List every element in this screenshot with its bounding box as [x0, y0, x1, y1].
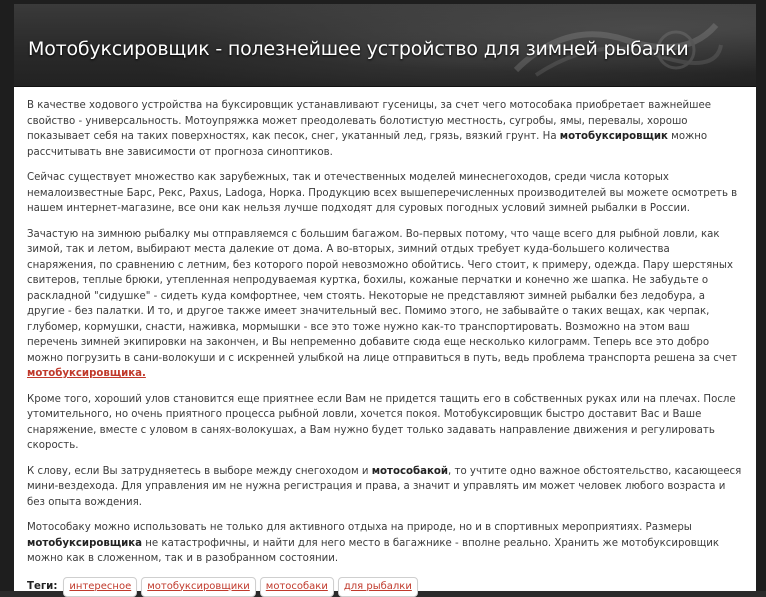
- paragraph-6-bold: мотобуксировщика: [27, 537, 143, 549]
- article-body: [14, 87, 756, 591]
- paragraph-3: [27, 227, 742, 382]
- paragraph-5-text-b: , то учтите одно важное обстоятельство, касающееся мини-вездехода. Для управления им не нужна регистрация и права, а значит и управлять им может человек любого возраста и без опыта вождения.: [27, 465, 742, 508]
- paragraph-1: [27, 98, 742, 160]
- tags-label: Теги:: [27, 580, 58, 592]
- article-header: [14, 4, 756, 87]
- paragraph-5-bold: мотособакой: [371, 465, 449, 477]
- paragraph-5: [27, 464, 742, 511]
- paragraph-4: Кроме того, хороший улов становится еще приятнее если Вам не придется тащить его в собственных руках или на плечах. После утомительного, но очень приятного процесса рыбной ловли, хочется покоя. Мотобуксировщик быстро доставит Вас и Ваше снаряжение, вместе с уловом в санях-волокушах, а Вам нужно будет только задавать направление движения и регулировать скорость.: [27, 393, 736, 451]
- tags-row: [27, 577, 742, 597]
- paragraph-6-text-b: не катастрофичны, и найти для него место в багажнике - вполне реально. Хранить же мотобуксировщик можно как в сложенном, так и в разобранном состоянии.: [27, 537, 720, 564]
- paragraph-1-text-a: В качестве ходового устройства на буксировщик устанавливают гусеницы, за счет чего мотособака приобретает важнейшее свойство - универсальность. Мотоупряжка может преодолевать болотистую местность, сугробы, ямы, перевалы, хорошо показывает себя на таких поверхностях, как песок, снег, укатанный лед, грязь, вязкий грунт. На: [27, 100, 712, 142]
- motobuksirovshchik-link[interactable]: мотобуксировщика.: [27, 368, 146, 379]
- paragraph-2: Сейчас существует множество как зарубежных, так и отечественных моделей минеснегоходов, среди числа которых немалоизвестные Барс, Рекс, Paxus, Ladoga, Норка. Продукцию всех вышеперечисленных производителей вы можете осмотреть в нашем интернет-магазине, все они как нельзя лучше подходят для суровых погодных условий зимней рыбалки в России.: [27, 172, 738, 214]
- page-title: Мотобуксировщик - полезнейшее устройство для зимней рыбалки: [28, 38, 689, 60]
- paragraph-6-text-a: Мотособаку можно использовать не только для активного отдыха на природе, но и в спортивных мероприятиях. Размеры: [27, 522, 692, 533]
- tag-dlya-rybalki[interactable]: для рыбалки: [338, 577, 418, 597]
- paragraph-5-text-a: К слову, если Вы затрудняетесь в выборе между снегоходом и: [27, 465, 372, 477]
- paragraph-1-bold: мотобуксировщик: [559, 131, 668, 142]
- paragraph-1-text-b: можно рассчитывать вне зависимости от прогноза синоптиков.: [27, 131, 708, 158]
- paragraph-6: [27, 520, 742, 567]
- paragraph-3-text: Зачастую на зимнюю рыбалку мы отправляемся с большим багажом. Во-первых потому, что чаще всего для рыбной ловли, как зимой, так и летом, выбирают места далекие от дома. А во-вторых, зимний отдых требует куда-большего количества снаряжения, по сравнению с летним, без которого порой невозможно обойтись. Чего стоит, к примеру, одежда. Пару шерстяных свитеров, теплые брюки, утепленная непродуваемая куртка, бохилы, кожаные перчатки и конечно же шапка. Не забудьте о раскладной "сидушке" - сидеть куда комфортнее, чем стоять. Некоторые не представляют зимней рыбалки без ледобура, а другие - без палатки. И то, и другое также имеет значительный вес. Помимо этого, не забывайте о таких вещах, как черпак, глубомер, кормушки, снасти, наживка, мормышки - все это тоже нужно как-то транспортировать. Возможно на этом ваш перечень зимней экипировки на закончен, и Вы непременно добавите сюда еще несколько килограмм. Теперь все это добро можно погрузить в сани-волокуши и с искренней улыбкой на лице отправиться в путь, ведь проблема транспорта решена за счет: [27, 228, 738, 364]
- tag-motobuksirovshchiki[interactable]: мотобуксировщики: [141, 577, 256, 597]
- tag-motosobaki[interactable]: мотособаки: [260, 577, 334, 597]
- tag-interesnoe[interactable]: интересное: [63, 577, 137, 597]
